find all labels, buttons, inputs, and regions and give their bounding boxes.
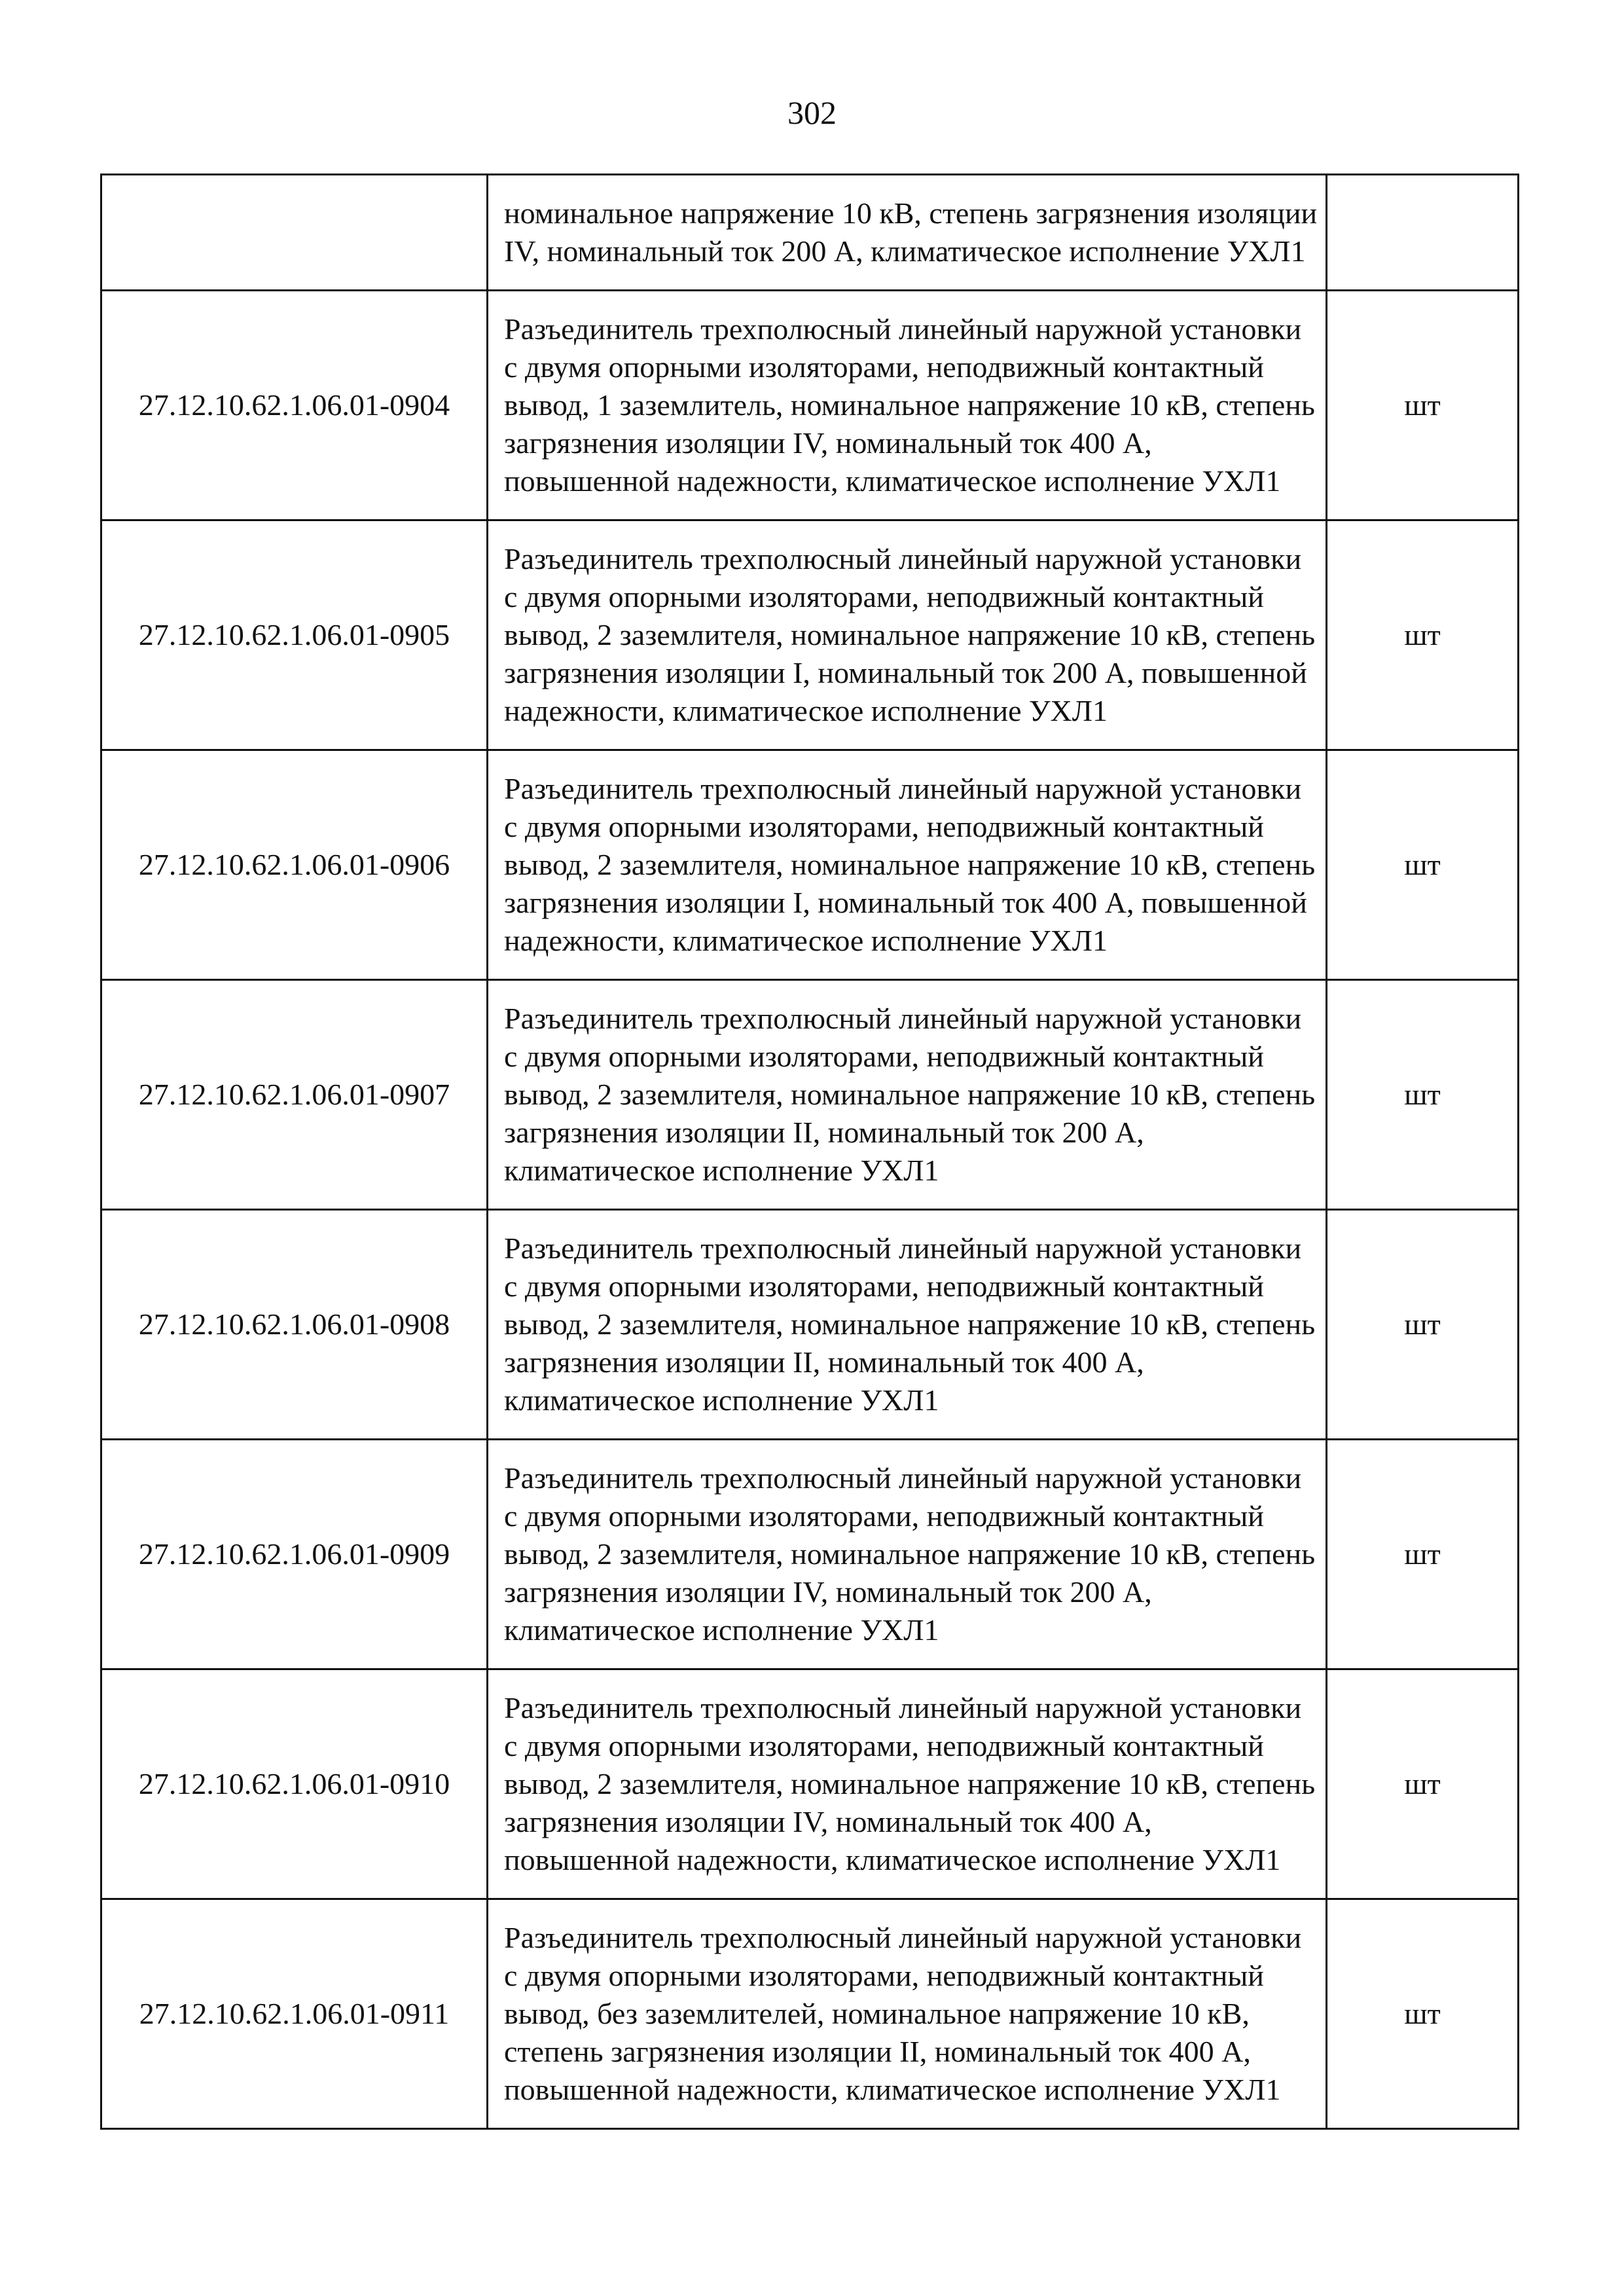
- code-cell: 27.12.10.62.1.06.01-0905: [101, 520, 488, 750]
- table-row: [101, 175, 1519, 291]
- table-row: [101, 1899, 1519, 2129]
- table-row: [101, 291, 1519, 520]
- unit-cell: [1327, 175, 1519, 291]
- description-cell: Разъединитель трехполюсный линейный наружной установки с двумя опорными изоляторами, неподвижный контактный вывод, без заземлителей, номинальное напряжение 10 кВ, степень загрязнения изоляции II, номинальный ток 400 А, повышенной надежности, климатическое исполнение УХЛ1: [488, 1899, 1327, 2129]
- code-cell: 27.12.10.62.1.06.01-0908: [101, 1210, 488, 1440]
- unit-cell: шт: [1327, 291, 1519, 520]
- description-cell: Разъединитель трехполюсный линейный наружной установки с двумя опорными изоляторами, неподвижный контактный вывод, 2 заземлителя, номинальное напряжение 10 кВ, степень загрязнения изоляции I, номинальный ток 200 А, повышенной надежности, климатическое исполнение УХЛ1: [488, 520, 1327, 750]
- unit-cell: шт: [1327, 1899, 1519, 2129]
- code-cell: 27.12.10.62.1.06.01-0904: [101, 291, 488, 520]
- unit-cell: шт: [1327, 520, 1519, 750]
- table-row: [101, 1210, 1519, 1440]
- code-cell: [101, 175, 488, 291]
- code-cell: 27.12.10.62.1.06.01-0910: [101, 1669, 488, 1899]
- description-cell: Разъединитель трехполюсный линейный наружной установки с двумя опорными изоляторами, неподвижный контактный вывод, 2 заземлителя, номинальное напряжение 10 кВ, степень загрязнения изоляции IV, номинальный ток 400 А, повышенной надежности, климатическое исполнение УХЛ1: [488, 1669, 1327, 1899]
- code-cell: 27.12.10.62.1.06.01-0906: [101, 750, 488, 980]
- description-cell: Разъединитель трехполюсный линейный наружной установки с двумя опорными изоляторами, неподвижный контактный вывод, 2 заземлителя, номинальное напряжение 10 кВ, степень загрязнения изоляции I, номинальный ток 400 А, повышенной надежности, климатическое исполнение УХЛ1: [488, 750, 1327, 980]
- unit-cell: шт: [1327, 1440, 1519, 1669]
- page-number: 302: [787, 94, 837, 131]
- code-cell: 27.12.10.62.1.06.01-0911: [101, 1899, 488, 2129]
- table-row: [101, 980, 1519, 1210]
- description-cell: номинальное напряжение 10 кВ, степень загрязнения изоляции IV, номинальный ток 200 А, климатическое исполнение УХЛ1: [488, 175, 1327, 291]
- description-cell: Разъединитель трехполюсный линейный наружной установки с двумя опорными изоляторами, неподвижный контактный вывод, 2 заземлителя, номинальное напряжение 10 кВ, степень загрязнения изоляции IV, номинальный ток 200 А, климатическое исполнение УХЛ1: [488, 1440, 1327, 1669]
- table-row: [101, 1669, 1519, 1899]
- unit-cell: шт: [1327, 980, 1519, 1210]
- table-row: [101, 520, 1519, 750]
- unit-cell: шт: [1327, 750, 1519, 980]
- code-cell: 27.12.10.62.1.06.01-0907: [101, 980, 488, 1210]
- table-row: [101, 1440, 1519, 1669]
- description-cell: Разъединитель трехполюсный линейный наружной установки с двумя опорными изоляторами, неподвижный контактный вывод, 1 заземлитель, номинальное напряжение 10 кВ, степень загрязнения изоляции IV, номинальный ток 400 А, повышенной надежности, климатическое исполнение УХЛ1: [488, 291, 1327, 520]
- unit-cell: шт: [1327, 1210, 1519, 1440]
- table-row: [101, 750, 1519, 980]
- resource-table: [100, 173, 1519, 2130]
- code-cell: 27.12.10.62.1.06.01-0909: [101, 1440, 488, 1669]
- unit-cell: шт: [1327, 1669, 1519, 1899]
- description-cell: Разъединитель трехполюсный линейный наружной установки с двумя опорными изоляторами, неподвижный контактный вывод, 2 заземлителя, номинальное напряжение 10 кВ, степень загрязнения изоляции II, номинальный ток 200 А, климатическое исполнение УХЛ1: [488, 980, 1327, 1210]
- description-cell: Разъединитель трехполюсный линейный наружной установки с двумя опорными изоляторами, неподвижный контактный вывод, 2 заземлителя, номинальное напряжение 10 кВ, степень загрязнения изоляции II, номинальный ток 400 А, климатическое исполнение УХЛ1: [488, 1210, 1327, 1440]
